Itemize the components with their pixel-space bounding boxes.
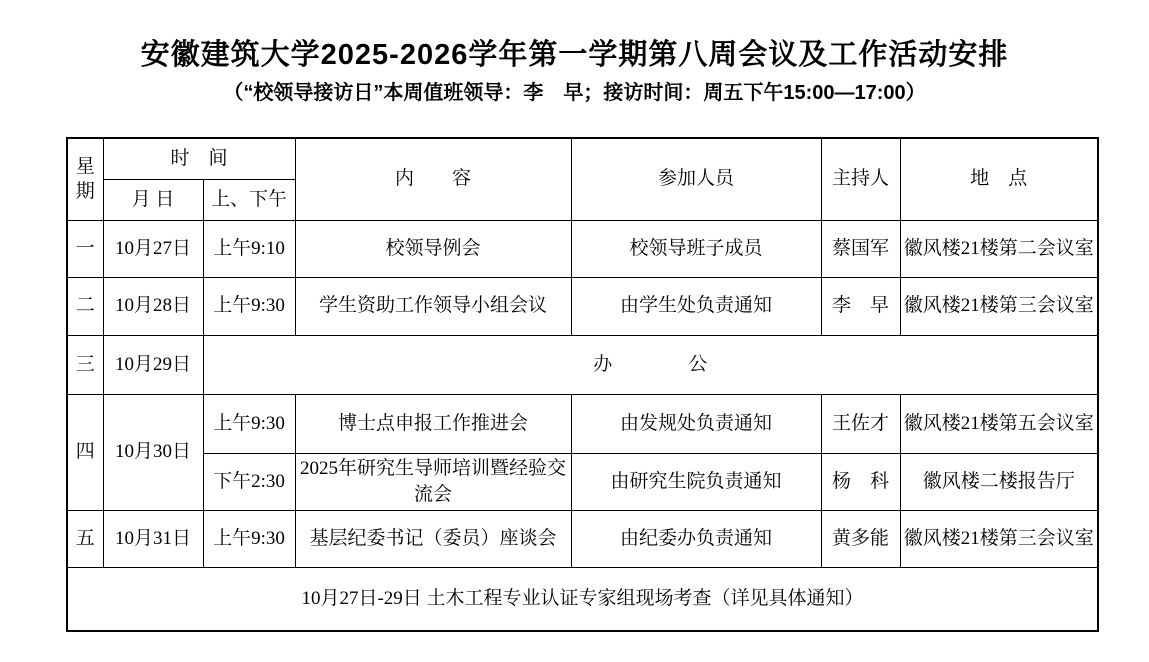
header-time-group: 时 间 xyxy=(103,138,295,179)
cell-host: 李 早 xyxy=(821,277,900,335)
cell-time: 上午9:30 xyxy=(203,510,295,567)
page-title: 安徽建筑大学2025-2026学年第一学期第八周会议及工作活动安排 xyxy=(140,39,1009,71)
cell-weekday: 三 xyxy=(67,335,103,394)
cell-weekday: 二 xyxy=(67,277,103,335)
cell-location: 徽风楼21楼第五会议室 xyxy=(900,394,1098,453)
cell-participants: 由发规处负责通知 xyxy=(571,394,821,453)
header-ampm: 上、下午 xyxy=(203,179,295,220)
cell-host: 黄多能 xyxy=(821,510,900,567)
weekly-schedule-table xyxy=(66,137,1099,632)
table-row-thursday-pm xyxy=(67,453,1098,510)
cell-host: 王佐才 xyxy=(821,394,900,453)
header-content: 内 容 xyxy=(295,138,571,220)
header-weekday: 星期 xyxy=(67,138,103,220)
cell-location: 徽风楼21楼第二会议室 xyxy=(900,220,1098,277)
cell-time: 上午9:10 xyxy=(203,220,295,277)
cell-weekday: 四 xyxy=(67,394,103,510)
header-location: 地 点 xyxy=(900,138,1098,220)
cell-content: 校领导例会 xyxy=(295,220,571,277)
cell-location: 徽风楼21楼第三会议室 xyxy=(900,277,1098,335)
table-row-monday xyxy=(67,220,1098,277)
cell-date: 10月31日 xyxy=(103,510,203,567)
cell-participants: 由研究生院负责通知 xyxy=(571,453,821,510)
cell-participants: 由纪委办负责通知 xyxy=(571,510,821,567)
table-row-tuesday xyxy=(67,277,1098,335)
cell-location: 徽风楼21楼第三会议室 xyxy=(900,510,1098,567)
cell-time: 上午9:30 xyxy=(203,394,295,453)
header-row-1 xyxy=(67,138,1098,179)
cell-time: 上午9:30 xyxy=(203,277,295,335)
header-participants: 参加人员 xyxy=(571,138,821,220)
cell-content: 基层纪委书记（委员）座谈会 xyxy=(295,510,571,567)
cell-content: 学生资助工作领导小组会议 xyxy=(295,277,571,335)
cell-participants: 由学生处负责通知 xyxy=(571,277,821,335)
cell-participants: 校领导班子成员 xyxy=(571,220,821,277)
page-subtitle: （“校领导接访日”本周值班领导：李 早；接访时间：周五下午15:00—17:00） xyxy=(223,82,926,104)
header-host: 主持人 xyxy=(821,138,900,220)
cell-location: 徽风楼二楼报告厅 xyxy=(900,453,1098,510)
cell-date: 10月27日 xyxy=(103,220,203,277)
cell-host: 杨 科 xyxy=(821,453,900,510)
cell-content: 博士点申报工作推进会 xyxy=(295,394,571,453)
cell-weekday: 一 xyxy=(67,220,103,277)
table-row-footer-note xyxy=(67,567,1098,631)
table-row-friday xyxy=(67,510,1098,567)
cell-date: 10月30日 xyxy=(103,394,203,510)
cell-content: 2025年研究生导师培训暨经验交流会 xyxy=(295,453,571,510)
table-row-thursday-am xyxy=(67,394,1098,453)
cell-time: 下午2:30 xyxy=(203,453,295,510)
footer-note: 10月27日-29日 土木工程专业认证专家组现场考查（详见具体通知） xyxy=(67,567,1098,631)
cell-date: 10月29日 xyxy=(103,335,203,394)
cell-merged-office-day: 办 公 xyxy=(203,335,1098,394)
cell-date: 10月28日 xyxy=(103,277,203,335)
cell-host: 蔡国军 xyxy=(821,220,900,277)
cell-weekday: 五 xyxy=(67,510,103,567)
table-row-wednesday xyxy=(67,335,1098,394)
header-date: 月 日 xyxy=(103,179,203,220)
